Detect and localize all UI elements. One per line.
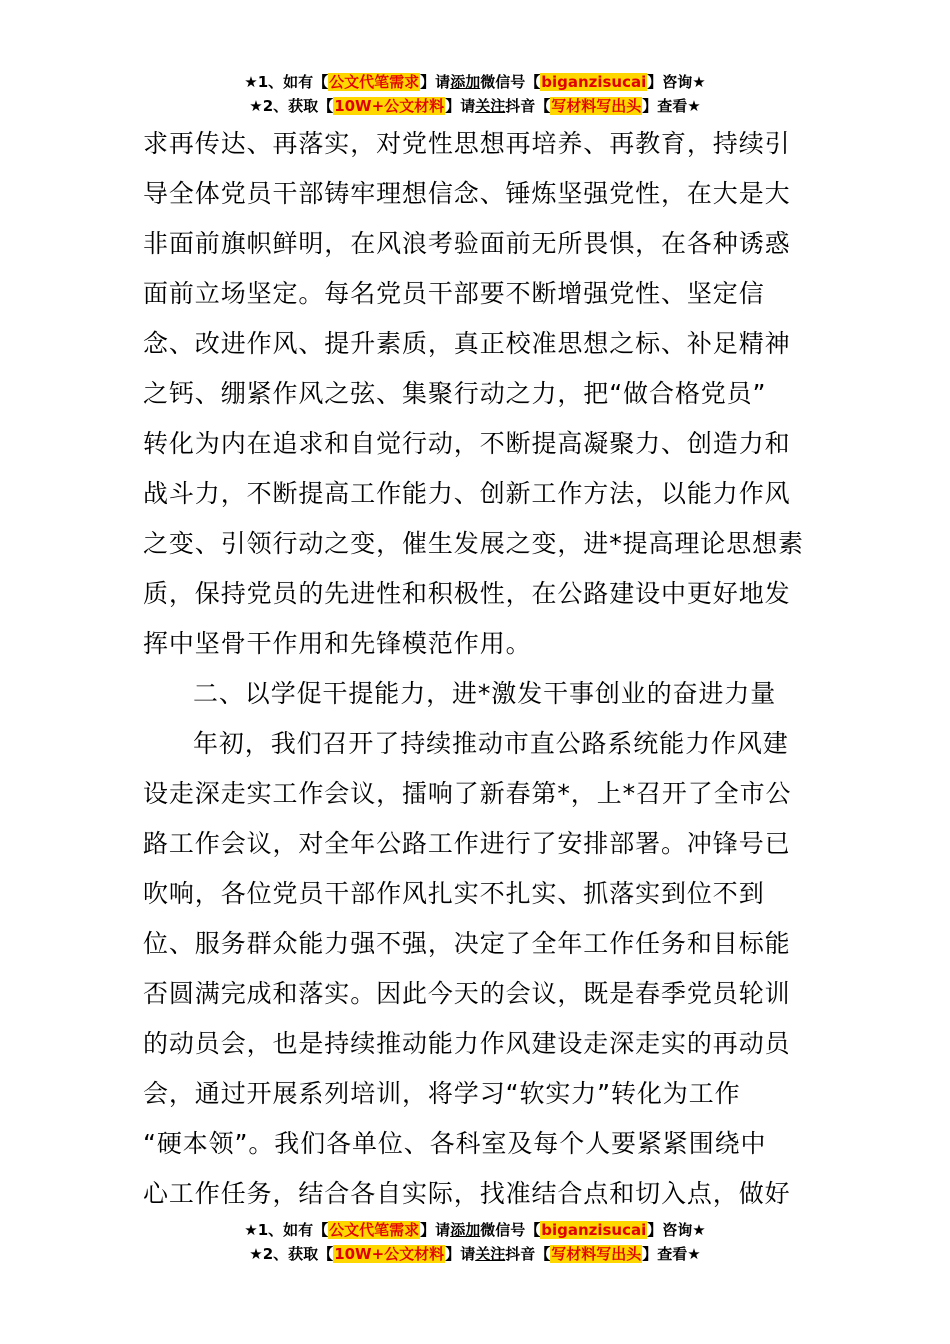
promo-highlight: 写材料写出头: [551, 97, 642, 115]
promo-line-1: [0, 70, 950, 94]
promo-text: 】查看★: [642, 97, 701, 115]
promo-text: ★2、获取【: [249, 1245, 334, 1263]
promo-banner-top: [0, 70, 950, 118]
promo-text: 微信号【: [480, 1221, 541, 1239]
body-line: 之变、引领行动之变，催生发展之变，进*提高理论思想素: [143, 529, 804, 558]
body-line: 导全体党员干部铸牢理想信念、锤炼坚强党性，在大是大: [143, 179, 791, 208]
body-line: 的动员会，也是持续推动能力作风建设走深走实的再动员: [143, 1029, 791, 1058]
body-line: 转化为内在追求和自觉行动，不断提高凝聚力、创造力和: [143, 429, 791, 458]
body-line: 设走深走实工作会议，擂响了新春第*，上*召开了全市公: [143, 779, 792, 808]
section-heading: 二、以学促干提能力，进*激发干事创业的奋进力量: [193, 679, 777, 708]
promo-text: 】请: [445, 97, 476, 115]
promo-text: 】咨询★: [647, 73, 706, 91]
promo-highlight: 公文代笔需求: [329, 1221, 420, 1239]
promo-text: 】咨询★: [647, 1221, 706, 1239]
body-line: 面前立场坚定。每名党员干部要不断增强党性、坚定信: [143, 279, 765, 308]
promo-line-1: [0, 1218, 950, 1242]
promo-text: ★1、如有【: [244, 73, 329, 91]
promo-underline: 添加: [450, 1221, 481, 1239]
document-body: [143, 119, 809, 1219]
body-line: 质，保持党员的先进性和积极性，在公路建设中更好地发: [143, 579, 791, 608]
promo-text: 抖音【: [505, 1245, 551, 1263]
body-line: 位、服务群众能力强不强，决定了全年工作任务和目标能: [143, 929, 791, 958]
promo-underline: 关注: [475, 97, 506, 115]
promo-text: 】请: [420, 1221, 451, 1239]
promo-text: ★1、如有【: [244, 1221, 329, 1239]
promo-underline: 关注: [475, 1245, 506, 1263]
body-line: “硬本领”。我们各单位、各科室及每个人要紧紧围绕中: [143, 1129, 767, 1158]
promo-text: 】请: [445, 1245, 476, 1263]
promo-underline: 添加: [450, 73, 481, 91]
body-line: 吹响，各位党员干部作风扎实不扎实、抓落实到位不到: [143, 879, 765, 908]
body-line: 路工作会议，对全年公路工作进行了安排部署。冲锋号已: [143, 829, 791, 858]
promo-highlight: 公文代笔需求: [329, 73, 420, 91]
promo-line-2: [0, 1242, 950, 1266]
promo-text: 微信号【: [480, 73, 541, 91]
body-line: 心工作任务，结合各自实际，找准结合点和切入点，做好: [143, 1179, 791, 1208]
body-line: 否圆满完成和落实。因此今天的会议，既是春季党员轮训: [143, 979, 791, 1008]
body-line: 挥中坚骨干作用和先锋模范作用。: [143, 629, 532, 658]
promo-highlight: biganzisucai: [541, 73, 647, 91]
promo-highlight: 写材料写出头: [551, 1245, 642, 1263]
body-line: 念、改进作风、提升素质，真正校准思想之标、补足精神: [143, 329, 791, 358]
body-line: 求再传达、再落实，对党性思想再培养、再教育，持续引: [143, 129, 791, 158]
promo-text: 】请: [420, 73, 451, 91]
body-line: 年初，我们召开了持续推动市直公路系统能力作风建: [193, 729, 789, 758]
body-line: 之钙、绷紧作风之弦、集聚行动之力，把“做合格党员”: [143, 379, 767, 408]
body-line: 会，通过开展系列培训，将学习“软实力”转化为工作: [143, 1079, 741, 1108]
promo-text: ★2、获取【: [249, 97, 334, 115]
promo-highlight: 10W+公文材料: [334, 1245, 445, 1263]
body-line: 战斗力，不断提高工作能力、创新工作方法，以能力作风: [143, 479, 791, 508]
body-line: 非面前旗帜鲜明，在风浪考验面前无所畏惧，在各种诱惑: [143, 229, 791, 258]
promo-highlight: biganzisucai: [541, 1221, 647, 1239]
promo-text: 抖音【: [505, 97, 551, 115]
promo-highlight: 10W+公文材料: [334, 97, 445, 115]
promo-banner-bottom: [0, 1218, 950, 1266]
promo-line-2: [0, 94, 950, 118]
promo-text: 】查看★: [642, 1245, 701, 1263]
